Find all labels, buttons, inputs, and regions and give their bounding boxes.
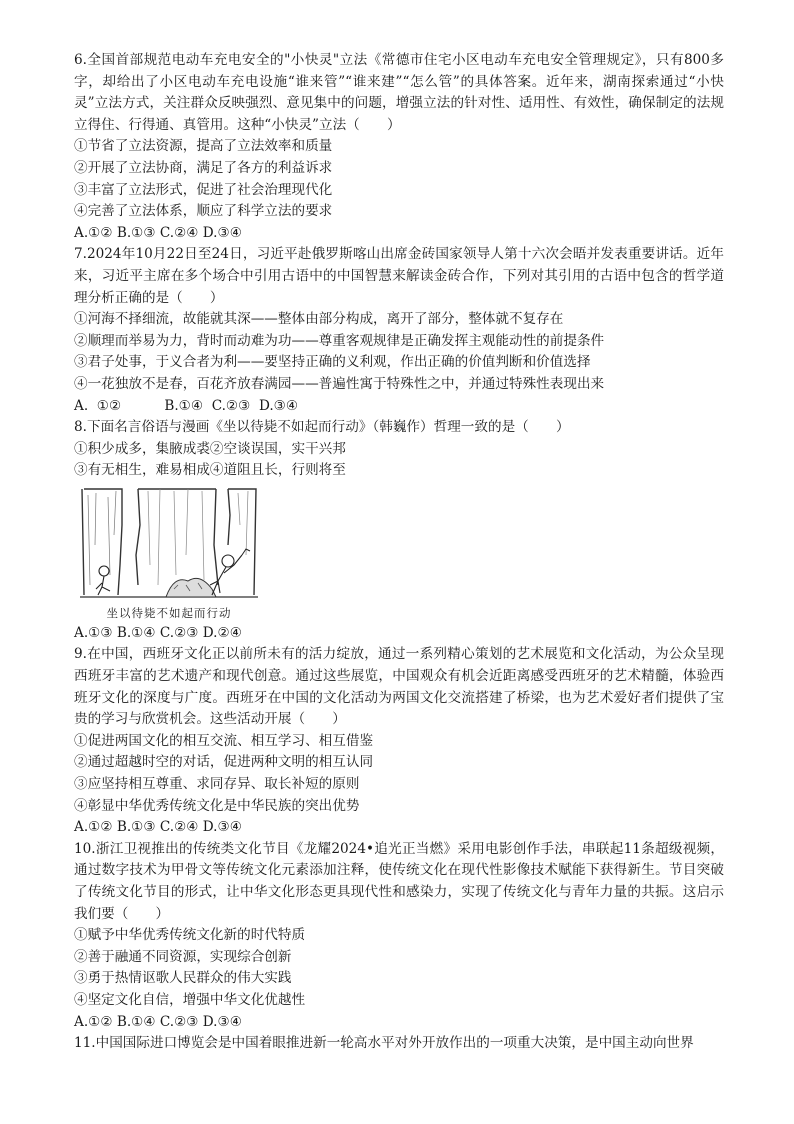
cartoon-caption: 坐以待毙不如起而行动 <box>106 605 232 620</box>
question-10 <box>74 839 724 1033</box>
option: ③丰富了立法形式，促进了社会治理现代化 <box>74 181 333 198</box>
question-stem: 9.在中国，西班牙文化正以前所未有的活力绽放，通过一系列精心策划的艺术展览和文化活动，为公众呈现西班牙丰富的艺术遗产和现代创意。通过这些展览，中国观众有机会近距离感受西班牙的艺术精髓，体验西班牙文化的深度与广度。西班牙在中国的文化活动为两国文化交流搭建了桥梁，也为艺术爱好者们提供了宝贵的学习与欣赏机会。这些活动开展（ ） <box>74 646 724 728</box>
answer-choices: A.①② B.①④ C.②③ D.③④ <box>74 1013 242 1030</box>
option: ①节省了立法资源，提高了立法效率和质量 <box>74 138 333 155</box>
answer-choices: A.①② B.①③ C.②④ D.③④ <box>74 224 242 241</box>
option: ③君子处事，于义合者为利——要坚持正确的义利观，作出正确的价值判断和价值选择 <box>74 354 591 371</box>
question-6 <box>74 50 724 244</box>
option: ②开展了立法协商，满足了各方的利益诉求 <box>74 159 333 176</box>
option: ④一花独放不是春，百花齐放春满园——普遍性寓于特殊性之中，并通过特殊性表现出来 <box>74 375 605 392</box>
answer-choices: A.①③ B.①④ C.②③ D.②④ <box>74 624 242 641</box>
answer-choices: A.①② B.①③ C.②④ D.③④ <box>74 819 242 836</box>
cartoon-drawing <box>78 485 260 605</box>
question-8 <box>74 417 724 644</box>
exam-page <box>74 50 724 1055</box>
option: ①积少成多，集腋成裘②空谈误国，实干兴邦 <box>74 440 346 457</box>
option: ①促进两国文化的相互交流、相互学习、相互借鉴 <box>74 732 374 749</box>
option: ①赋予中华优秀传统文化新的时代特质 <box>74 927 306 944</box>
option: ③有无相生，难易相成④道阻且长，行则将至 <box>74 462 346 479</box>
question-11 <box>74 1033 724 1055</box>
option: ④坚定文化自信，增强中华文化优越性 <box>74 991 306 1008</box>
option: ③勇于热情讴歌人民群众的伟大实践 <box>74 970 292 987</box>
option: ④彰显中华优秀传统文化是中华民族的突出优势 <box>74 797 360 814</box>
question-stem: 10.浙江卫视推出的传统类文化节目《龙耀2024•追光正当燃》采用电影创作手法，串联起11条超级视频，通过数字技术为甲骨文等传统文化元素添加注释，使传统文化在现代性影像技术赋能下获得新生。节目突破了传统文化节目的形式，让中华文化形态更具现代性和感染力，实现了传统文化与青年力量的共振。这启示我们要（ ） <box>74 840 724 922</box>
question-stem: 11.中国国际进口博览会是中国着眼推进新一轮高水平对外开放作出的一项重大决策，是中国主动向世界 <box>74 1035 694 1052</box>
option: ②通过超越时空的对话，促进两种文明的相互认同 <box>74 754 374 771</box>
option: ③应坚持相互尊重、求同存异、取长补短的原则 <box>74 776 360 793</box>
question-stem: 7.2024年10月22日至24日，习近平赴俄罗斯喀山出席金砖国家领导人第十六次会晤并发表重要讲话。近年来，习近平主席在多个场合中引用古语中的中国智慧来解读金砖合作，下列对其引用的古语中包含的哲学道理分析正确的是（ ） <box>74 246 724 306</box>
option: ①河海不择细流，故能就其深——整体由部分构成，离开了部分，整体就不复存在 <box>74 311 564 328</box>
question-9 <box>74 644 724 838</box>
question-7 <box>74 244 724 417</box>
answer-choices: A. ①② B.①④ C.②③ D.③④ <box>74 397 299 414</box>
question-stem: 6.全国首部规范电动车充电安全的"小快灵"立法《常德市住宅小区电动车充电安全管理规定》，只有800多字，却给出了小区电动车充电设施“谁来管”“谁来建”“怎么管”的具体答案。近年来，湖南探索通过“小快灵”立法方式，关注群众反映强烈、意见集中的问题，增强立法的针对性、适用性、有效性，确保制定的法规立得住、行得通、真管用。这种“小快灵”立法（ ） <box>74 52 724 133</box>
cartoon-image <box>78 485 260 621</box>
question-stem: 8.下面名言俗语与漫画《坐以待毙不如起而行动》（韩巍作）哲理一致的是（ ） <box>74 419 570 436</box>
option: ④完善了立法体系，顺应了科学立法的要求 <box>74 203 333 220</box>
option: ②善于融通不同资源，实现综合创新 <box>74 948 292 965</box>
option: ②顺理而举易为力，背时而动难为功——尊重客观规律是正确发挥主观能动性的前提条件 <box>74 332 605 349</box>
